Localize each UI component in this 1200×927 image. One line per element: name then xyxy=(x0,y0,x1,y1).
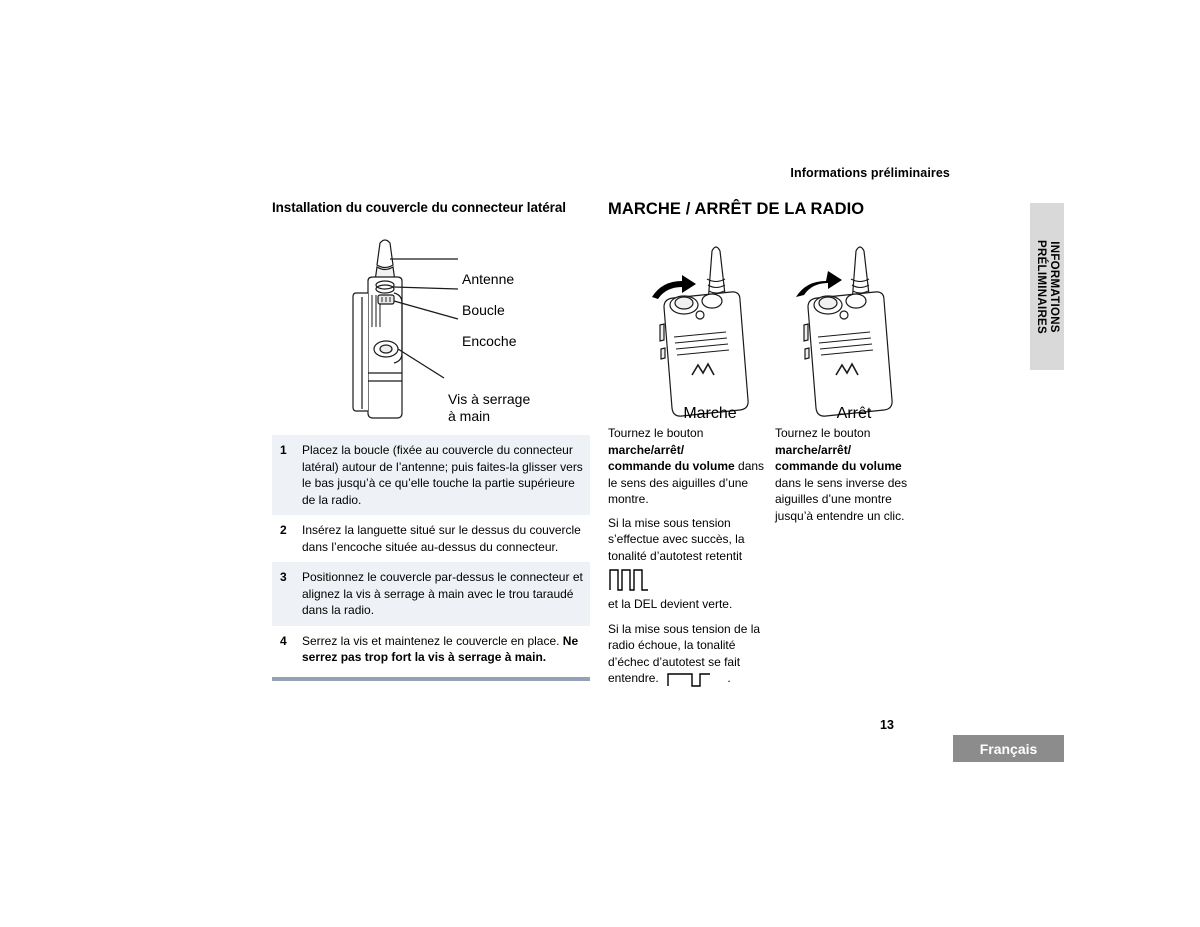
left-section-heading: Installation du couvercle du connecteur latéral xyxy=(272,200,566,215)
on-p5-end: . xyxy=(727,671,731,686)
section-side-tab xyxy=(1030,203,1064,370)
caption-arret: Arrêt xyxy=(836,405,872,422)
step-number: 4 xyxy=(280,633,287,648)
off-p1-plain: Tournez le bouton xyxy=(775,426,871,440)
right-section-heading: MARCHE / ARRÊT DE LA RADIO xyxy=(608,200,865,218)
on-p1-plain: Tournez le bouton xyxy=(608,426,704,440)
side-tab-line2: PRÉLIMINAIRES xyxy=(1035,239,1047,334)
left-column xyxy=(272,200,590,435)
steps-bottom-rule xyxy=(272,677,590,681)
step-item xyxy=(272,435,590,515)
fail-tone-waveform-icon xyxy=(666,670,720,688)
right-column xyxy=(608,200,938,433)
off-p2-bold: commande du volume xyxy=(775,459,902,473)
step-item xyxy=(272,515,590,562)
callout-boucle: Boucle xyxy=(462,302,505,318)
installation-steps-list xyxy=(272,435,590,681)
callout-antenne: Antenne xyxy=(462,271,515,287)
step-text: Insérez la languette situé sur le dessus du couvercle dans l’encoche située au-dessus du connecteur. xyxy=(302,523,581,554)
step-number: 3 xyxy=(280,570,287,584)
step-text: Placez la boucle (fixée au couvercle du connecteur latéral) autour de l’antenne; puis faites-la glisser vers le bas jusqu’à ce qu’elle touche la partie supérieure de la radio. xyxy=(302,443,583,507)
step-text-mixed xyxy=(302,633,590,666)
on-p1-bold: marche/arrêt/ xyxy=(608,442,685,457)
radio-side-view-illustration xyxy=(272,223,590,435)
callout-vis-line2: à main xyxy=(448,408,491,424)
step-item xyxy=(272,626,590,673)
step-item xyxy=(272,562,590,626)
power-on-instructions xyxy=(608,425,768,688)
power-on-off-figures xyxy=(608,233,938,433)
radio-front-views-illustration xyxy=(608,233,938,423)
step-text: Positionnez le couvercle par-dessus le connecteur et alignez la vis à serrage à main avec le trou taraudé dans la radio. xyxy=(302,570,583,617)
step-number: 1 xyxy=(280,443,287,457)
callout-vis-line1: Vis à serrage xyxy=(448,391,531,407)
callout-encoche: Encoche xyxy=(462,333,517,349)
power-off-instructions xyxy=(775,425,930,524)
step-number: 2 xyxy=(280,523,287,537)
on-p4: et la DEL devient verte. xyxy=(608,597,733,611)
caption-marche: Marche xyxy=(683,405,737,422)
on-p2-bold: commande du volume xyxy=(608,459,735,473)
on-p2-plain: dans le sens des aiguilles d’une montre. xyxy=(608,459,765,506)
off-p1-bold: marche/arrêt/ xyxy=(775,442,852,457)
language-badge: Français xyxy=(953,735,1064,762)
section-side-tab-text xyxy=(1034,240,1060,334)
step-text-bold: Ne serrez pas trop fort la vis à serrage à main. xyxy=(302,633,579,664)
page-number: 13 xyxy=(880,718,894,732)
on-p3: Si la mise sous tension s’effectue avec succès, la tonalité d’autotest retentit xyxy=(608,515,745,563)
on-p5: Si la mise sous tension de la radio échoue, la tonalité d’échec d’autotest se fait entendre. xyxy=(608,621,761,686)
side-connector-cover-figure xyxy=(272,223,590,435)
running-head: Informations préliminaires xyxy=(790,166,950,180)
side-tab-line1: INFORMATIONS xyxy=(1048,240,1060,333)
self-test-tone-waveform-icon xyxy=(608,566,664,592)
step-text-plain: Serrez la vis et maintenez le couvercle en place. xyxy=(302,633,563,648)
off-p2-plain: dans le sens inverse des aiguilles d’une montre jusqu’à entendre un clic. xyxy=(775,475,908,523)
